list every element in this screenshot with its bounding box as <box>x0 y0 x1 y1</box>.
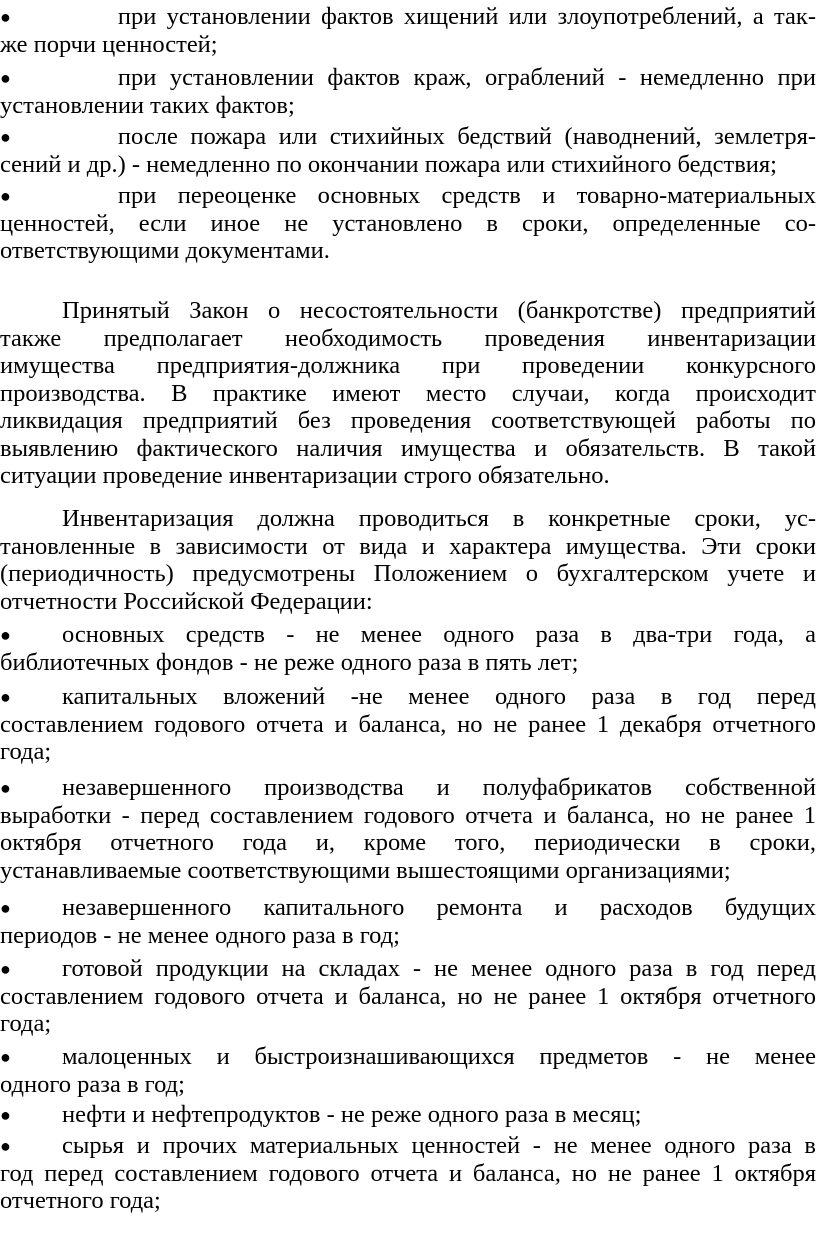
bullet-icon: ● <box>0 687 11 707</box>
list-item-text: малоценных и быстроизнашивающихся предметов - не менее <box>62 1043 816 1070</box>
list-item-text: библиотечных фондов - не реже одного раза в пять лет; <box>0 648 579 676</box>
list-item <box>0 1043 816 1098</box>
list-item <box>0 1101 816 1129</box>
list-item-text: незавершенного капитального ремонта и расходов будущих <box>62 894 816 921</box>
list-item-text: год перед составлением годового отчета и баланса, но не ранее 1 октября <box>0 1159 816 1187</box>
bullet-icon: ● <box>0 68 11 88</box>
list-item-text: ценностей, если иное не установлено в сроки, определенные со- <box>0 209 816 237</box>
bullet-icon: ● <box>0 898 11 918</box>
list-item-text: же порчи ценностей; <box>0 30 218 58</box>
list-item-text: составлением годового отчета и баланса, но не ранее 1 декабря отчетного <box>0 710 816 738</box>
paragraph-text: Принятый Закон о несостоятельности (банкротстве) предприятий <box>62 297 816 324</box>
list-item-text: года; <box>0 1010 52 1037</box>
list-item-text: отчетного года; <box>0 1187 161 1214</box>
list-item-text: установлении таких фактов; <box>0 91 295 119</box>
paragraph <box>0 297 816 490</box>
list-item-text: при установлении фактов краж, ограблений - немедленно при <box>117 64 816 91</box>
list-item-text: одного раза в год; <box>0 1070 185 1098</box>
bullet-icon: ● <box>0 7 11 27</box>
list-item-text: устанавливаемые соответствующими вышестоящими организациями; <box>0 856 731 884</box>
bullet-icon: ● <box>0 1105 11 1125</box>
list-item <box>0 621 816 676</box>
list-item <box>0 64 816 119</box>
bullet-icon: ● <box>0 1136 11 1156</box>
list-item-text: выработки - перед составлением годового отчета и баланса, но не ранее 1 <box>0 801 816 829</box>
list-item <box>0 3 816 58</box>
list-item-text: сырья и прочих материальных ценностей - не менее одного раза в <box>62 1132 816 1159</box>
list-item-text: года; <box>0 738 52 765</box>
list-item <box>0 774 816 884</box>
paragraph-text: производства. В практике имеют место случаи, когда происходит <box>0 379 816 407</box>
paragraph-text: выявлению фактического наличия имущества и обязательств. В такой <box>0 434 816 462</box>
list-item-text: при установлении фактов хищений или злоупотреблений, а так- <box>117 3 816 30</box>
list-item-text: незавершенного производства и полуфабрикатов собственной <box>62 774 816 801</box>
list-item-text: составлением годового отчета и баланса, но не ранее 1 октября отчетного <box>0 982 816 1010</box>
list-item <box>0 683 816 766</box>
bullet-icon: ● <box>0 778 11 798</box>
bullet-icon: ● <box>0 186 11 206</box>
paragraph-text: также предполагает необходимость проведения инвентаризации <box>0 324 816 352</box>
bullet-icon: ● <box>0 1047 11 1067</box>
list-item-text: при переоценке основных средств и товарно-материальных <box>117 182 816 209</box>
list-item-text: октября отчетного года и, кроме того, периодически в сроки, <box>0 829 816 856</box>
list-item-text: ответствующими документами. <box>0 237 330 264</box>
paragraph-text: Инвентаризация должна проводиться в конкретные сроки, ус- <box>62 505 816 532</box>
bullet-icon: ● <box>0 959 11 979</box>
list-item-text: сений и др.) - немедленно по окончании пожара или стихийного бедствия; <box>0 150 777 178</box>
paragraph-text: (периодичность) предусмотрены Положением о бухгалтерском учете и <box>0 560 816 587</box>
list-item-text: периодов - не менее одного раза в год; <box>0 921 400 949</box>
list-item-text: капитальных вложений -не менее одного раза в год перед <box>62 683 816 710</box>
list-item <box>0 894 816 949</box>
list-item-text: после пожара или стихийных бедствий (наводнений, землетря- <box>117 123 816 150</box>
bullet-icon: ● <box>0 127 11 147</box>
paragraph-text: ликвидация предприятий без проведения соответствующей работы по <box>0 407 816 434</box>
list-item-text: готовой продукции на складах - не менее одного раза в год перед <box>62 955 816 982</box>
paragraph-text: ситуации проведение инвентаризации строго обязательно. <box>0 462 610 489</box>
paragraph-text: тановленные в зависимости от вида и характера имущества. Эти сроки <box>0 532 816 560</box>
list-item <box>0 182 816 265</box>
list-item-text: основных средств - не менее одного раза в два-три года, а <box>62 621 816 648</box>
paragraph-text: имущества предприятия-должника при проведении конкурсного <box>0 352 816 379</box>
list-item <box>0 1132 816 1215</box>
paragraph-text: отчетности Российской Федерации: <box>0 587 373 615</box>
list-item <box>0 955 816 1038</box>
paragraph <box>0 505 816 615</box>
list-item <box>0 123 816 178</box>
bullet-icon: ● <box>0 625 11 645</box>
list-item-text: нефти и нефтепродуктов - не реже одного раза в месяц; <box>62 1101 642 1128</box>
